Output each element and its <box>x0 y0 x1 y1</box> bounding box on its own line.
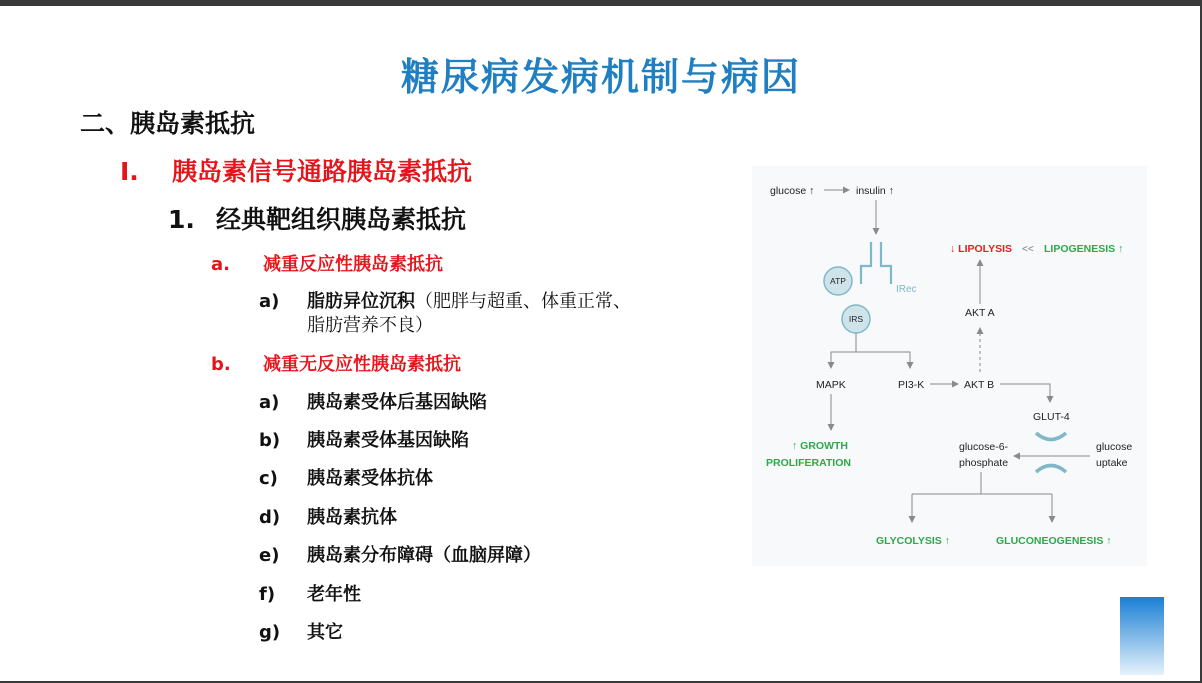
g6p-label: glucose-6- <box>959 441 1009 453</box>
subsection-number: I. <box>120 157 139 186</box>
list-item-text: 胰岛素受体基因缺陷 <box>307 430 469 451</box>
glycolysis-label: GLYCOLYSIS ↑ <box>876 535 950 547</box>
group-a-text: 减重反应性胰岛素抵抗 <box>263 254 443 275</box>
list-item <box>259 506 397 530</box>
section-heading: 二、胰岛素抵抗 <box>80 109 256 138</box>
list-item-text: 老年性 <box>307 584 361 605</box>
list-item <box>259 583 361 607</box>
g6p-label-cont: phosphate <box>959 457 1009 469</box>
list-item-number: c) <box>259 468 278 489</box>
list-item-number: a) <box>259 291 280 312</box>
insulin-signaling-diagram <box>752 166 1147 566</box>
list-item-number: e) <box>259 545 280 566</box>
list-item <box>259 391 487 415</box>
group-a-heading <box>211 250 443 276</box>
insulin-label: insulin ↑ <box>856 185 894 197</box>
subsection-text: 胰岛素信号通路胰岛素抵抗 <box>172 157 473 186</box>
receptor-right-shape <box>881 242 891 284</box>
glut4-channel-bottom <box>1036 466 1066 473</box>
irec-label: IRec <box>896 284 917 295</box>
group-b-number: b. <box>211 354 231 375</box>
group-b-text: 减重无反应性胰岛素抵抗 <box>263 354 461 375</box>
signaling-pathway-svg <box>752 166 1147 566</box>
glucose-label: glucose ↑ <box>770 185 815 197</box>
topic-heading <box>168 200 466 236</box>
list-item-text: 胰岛素分布障碍（血脑屏障） <box>307 545 541 566</box>
uptake-label-cont: uptake <box>1096 457 1128 469</box>
slide-title: 糖尿病发病机制与病因 <box>400 55 801 99</box>
uptake-label: glucose <box>1096 441 1133 453</box>
lipolysis-label: ↓ LIPOLYSIS <box>950 243 1013 255</box>
topic-number: 1. <box>168 205 195 234</box>
gluconeogenesis-label: GLUCONEOGENESIS ↑ <box>996 535 1112 547</box>
list-item-note-cont: 脂肪营养不良） <box>307 315 433 336</box>
list-item <box>259 621 343 645</box>
list-item-bold: 脂肪异位沉积 <box>307 291 415 312</box>
irs-to-mapk-arrow <box>831 333 856 368</box>
irs-label: IRS <box>848 314 864 324</box>
akt-b-label: AKT B <box>964 379 995 391</box>
list-item <box>259 290 631 338</box>
list-item-text: 胰岛素受体后基因缺陷 <box>307 392 487 413</box>
growth-label: ↑ GROWTH <box>792 440 848 452</box>
list-item-number: a) <box>259 392 280 413</box>
top-border <box>0 0 1202 6</box>
list-item-text: 胰岛素抗体 <box>307 507 397 528</box>
glut4-label: GLUT-4 <box>1033 411 1070 423</box>
list-item-number: g) <box>259 622 281 643</box>
receptor-left-shape <box>861 242 871 284</box>
list-item <box>259 429 469 453</box>
aktb-to-glut4-arrow <box>1000 384 1050 402</box>
group-a-number: a. <box>211 254 230 275</box>
inhibit-arrows: << <box>1022 244 1034 255</box>
lipogenesis-label: LIPOGENESIS ↑ <box>1044 243 1124 255</box>
topic-text: 经典靶组织胰岛素抵抗 <box>216 205 467 234</box>
list-item-note: （肥胖与超重、体重正常、 <box>415 291 631 312</box>
list-item-text: 其它 <box>307 622 343 643</box>
list-item <box>259 467 433 491</box>
list-item-number: f) <box>259 584 276 605</box>
subsection-heading <box>120 152 472 188</box>
list-item <box>259 544 541 568</box>
list-item-number: b) <box>259 430 281 451</box>
akt-a-label: AKT A <box>965 307 995 319</box>
group-b-heading <box>211 350 461 376</box>
irs-to-pi3k-arrow <box>856 352 910 368</box>
proliferation-label: PROLIFERATION <box>766 457 851 469</box>
pi3k-label: PI3-K <box>898 379 925 391</box>
glut4-channel-top <box>1036 433 1066 440</box>
list-item-number: d) <box>259 507 281 528</box>
mapk-label: MAPK <box>816 379 846 391</box>
atp-label: ATP <box>830 276 846 286</box>
decorative-gradient-block <box>1120 597 1164 675</box>
list-item-text: 胰岛素受体抗体 <box>307 468 433 489</box>
